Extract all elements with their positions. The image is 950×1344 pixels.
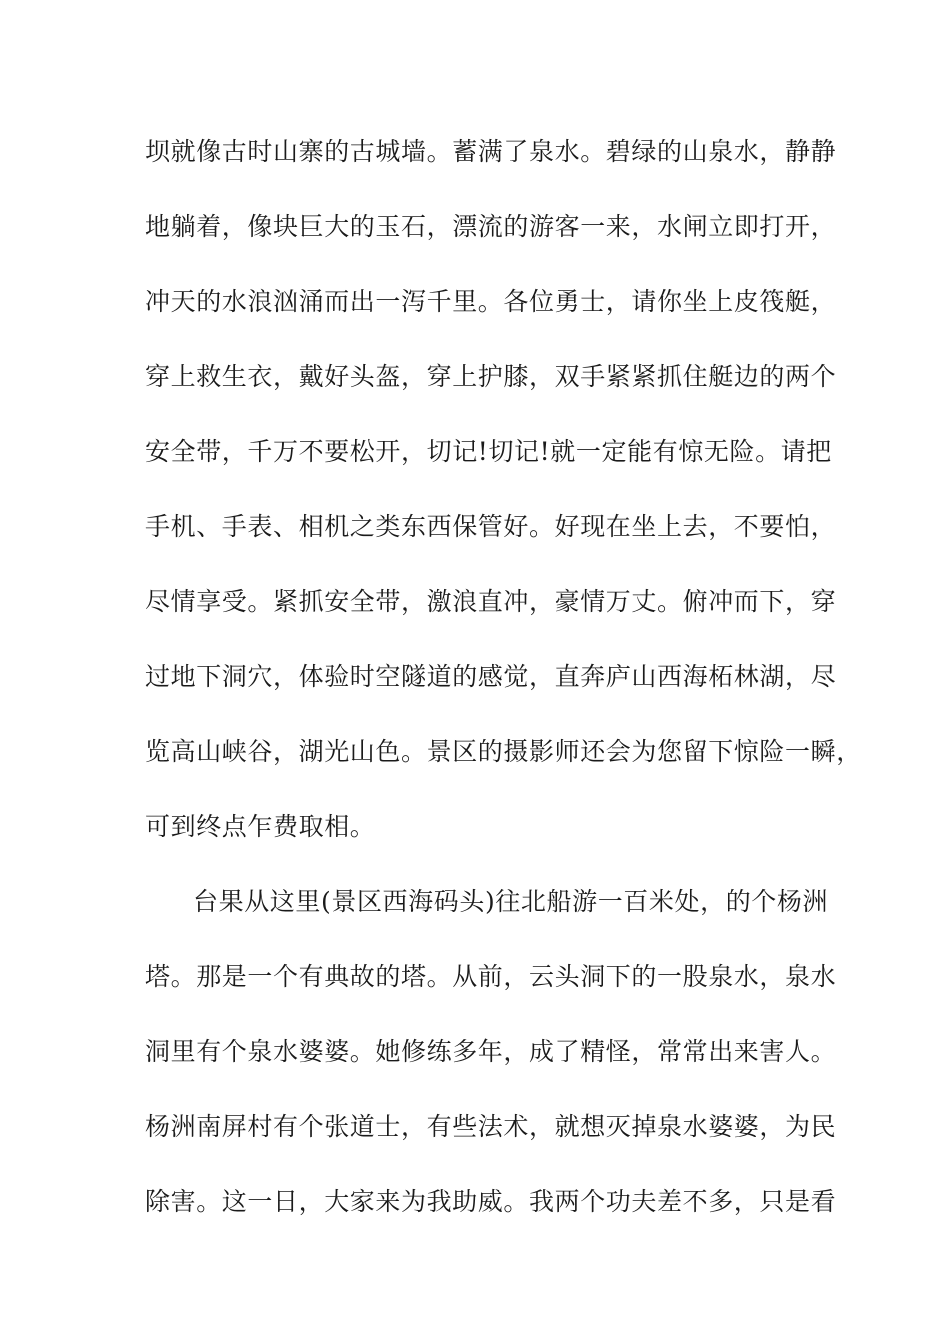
text-line: 坝就像古时山寨的古城墙。蓄满了泉水。碧绿的山泉水，静静 <box>145 137 837 166</box>
text-line: 可到终点乍费取相。 <box>145 812 376 841</box>
text-line: 安全带，千万不要松开，切记!切记!就一定能有惊无险。请把 <box>145 437 832 466</box>
document-body <box>145 131 862 1256</box>
text-line: 杨洲南屏村有个张道士，有些法术，就想灭掉泉水婆婆，为民 <box>145 1112 837 1141</box>
text-line: 尽情享受。紧抓安全带，激浪直冲，豪情万丈。俯冲而下，穿 <box>145 587 837 616</box>
text-line: 洞里有个泉水婆婆。她修练多年，成了精怪，常常出来害人。 <box>145 1037 837 1066</box>
text-line: 地躺着，像块巨大的玉石，漂流的游客一来，水闸立即打开， <box>145 212 837 241</box>
text-line: 台果从这里(景区西海码头)往北船游一百米处，的个杨洲 <box>193 887 829 916</box>
text-line: 过地下洞穴，体验时空隧道的感觉，直奔庐山西海柘林湖，尽 <box>145 662 837 691</box>
text-line: 穿上救生衣，戴好头盔，穿上护膝，双手紧紧抓住艇边的两个 <box>145 362 837 391</box>
paragraph-1 <box>145 131 862 881</box>
text-line: 览高山峡谷，湖光山色。景区的摄影师还会为您留下惊险一瞬， <box>145 737 862 766</box>
paragraph-2 <box>145 881 835 1256</box>
text-line: 手机、手表、相机之类东西保管好。好现在坐上去，不要怕， <box>145 512 837 541</box>
text-line: 除害。这一日，大家来为我助威。我两个功夫差不多，只是看 <box>145 1187 837 1216</box>
text-line: 塔。那是一个有典故的塔。从前，云头洞下的一股泉水，泉水 <box>145 962 837 991</box>
text-line: 冲天的水浪汹涌而出一泻千里。各位勇士，请你坐上皮筏艇， <box>145 287 837 316</box>
